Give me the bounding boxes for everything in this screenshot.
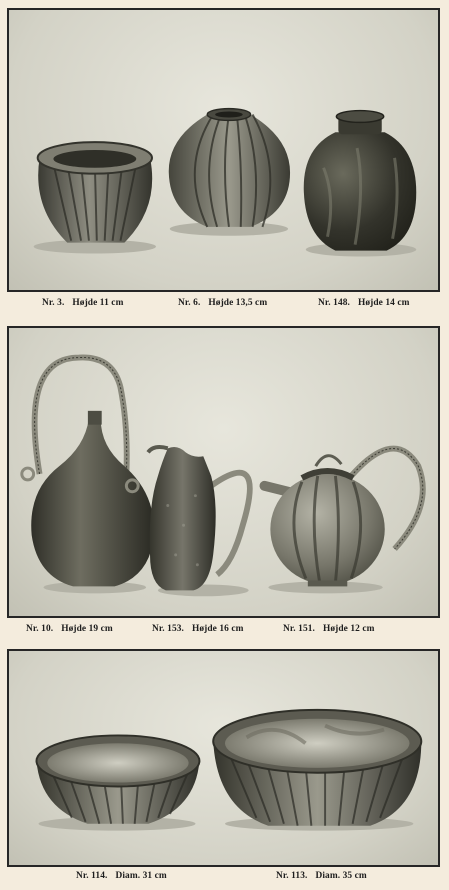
- caption-number: Nr. 148.: [318, 298, 350, 308]
- caption-nr151: [283, 624, 375, 634]
- caption-dimension: Højde 16 cm: [191, 624, 244, 634]
- caption-nr153: [152, 624, 244, 634]
- caption-nr3: [42, 298, 123, 308]
- caption-dimension: Højde 14 cm: [357, 298, 410, 308]
- caption-number: Nr. 114.: [76, 871, 108, 881]
- bowl-nr113: [213, 710, 421, 826]
- photo-plate-2: [7, 326, 440, 618]
- teapot-nr151: [264, 449, 422, 587]
- photo-plate-1-image: [9, 10, 438, 290]
- caption-dimension: Højde 13,5 cm: [208, 298, 268, 308]
- caption-nr6: [178, 298, 267, 308]
- caption-nr114: [76, 871, 167, 881]
- caption-number: Nr. 6.: [178, 298, 201, 308]
- caption-number: Nr. 151.: [283, 624, 315, 634]
- caption-dimension: Højde 11 cm: [72, 298, 124, 308]
- caption-dimension: Højde 12 cm: [322, 624, 375, 634]
- caption-number: Nr. 153.: [152, 624, 184, 634]
- caption-nr10: [26, 624, 113, 634]
- photo-plate-3-image: [9, 651, 438, 865]
- jug-nr10: [22, 357, 154, 586]
- photo-plate-1: [7, 8, 440, 292]
- caption-number: Nr. 113.: [276, 871, 308, 881]
- photo-plate-3: [7, 649, 440, 867]
- caption-number: Nr. 10.: [26, 624, 54, 634]
- caption-dimension: Diam. 35 cm: [315, 871, 367, 881]
- vase-nr3: [38, 142, 153, 243]
- vase-nr148: [304, 111, 417, 251]
- pitcher-nr153: [148, 447, 250, 590]
- caption-dimension: Højde 19 cm: [61, 624, 113, 634]
- caption-nr148: [318, 298, 410, 308]
- vase-nr6: [169, 109, 290, 227]
- caption-number: Nr. 3.: [42, 298, 65, 308]
- caption-dimension: Diam. 31 cm: [115, 871, 167, 881]
- caption-nr113: [276, 871, 367, 881]
- photo-plate-2-image: [9, 328, 438, 616]
- bowl-nr114: [36, 735, 199, 823]
